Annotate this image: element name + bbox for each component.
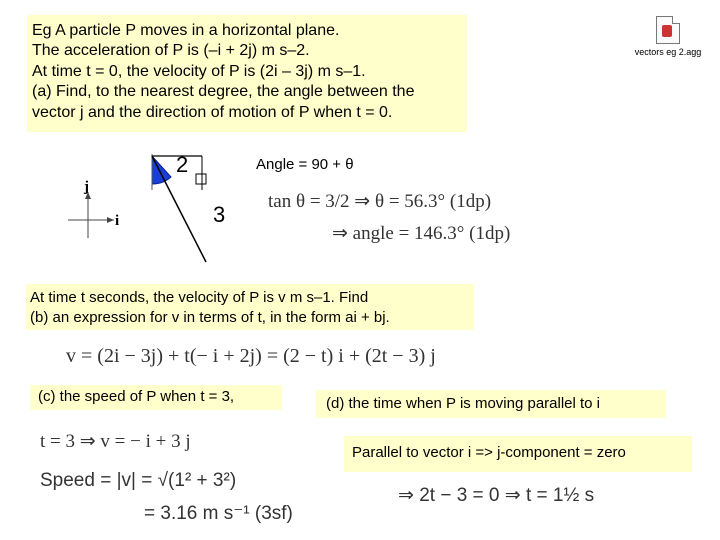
question-line-3: At time t = 0, the velocity of P is (2i – 3j) m s–1. [32,62,366,80]
part-b-line-1: At time t seconds, the velocity of P is v m s–1. Find [30,289,369,306]
part-b-box [26,284,474,330]
speed-working-3: = 3.16 m s⁻¹ (3sf) [144,503,293,524]
part-d-text: (d) the time when P is moving parallel to i [326,395,601,412]
question-line-2: The acceleration of P is (–i + 2j) m s–2. [32,42,310,60]
angle-working: ⇒ angle = 146.3° (1dp) [332,223,511,244]
part-d-box [316,390,666,418]
time-working: ⇒ 2t − 3 = 0 ⇒ t = 1½ s [398,485,595,506]
speed-working-1: t = 3 ⇒ v = − i + 3 j [40,431,191,452]
axis-i-label: i [115,213,120,229]
question-line-4: (a) Find, to the nearest degree, the angle between the [32,83,415,101]
part-c-text: (c) the speed of P when t = 3, [38,388,235,405]
velocity-diagram [60,150,260,266]
right-angle-marker [196,174,206,184]
question-line-1: Eg A particle P moves in a horizontal plane. [32,22,340,39]
question-line-5: vector j and the direction of motion of P when t = 0. [32,103,393,121]
speed-working-2: Speed = |v| = √(1² + 3²) [40,470,237,491]
axis-j-label: j [84,179,89,195]
v-expression: v = (2i − 3j) + t(− i + 2j) = (2 − t) i + (2t − 3) j [66,345,436,367]
file-caption: vectors eg 2.agg [634,47,702,57]
part-b-line-2: (b) an expression for v in terms of t, in the form ai + bj. [30,309,390,326]
parallel-note-box [344,436,692,472]
label-3: 3 [213,202,226,227]
parallel-note-text: Parallel to vector i => j-component = zero [352,444,626,461]
part-c-box [30,385,282,410]
file-icon [656,16,680,44]
angle-label: Angle = 90 + θ [256,156,354,173]
label-2: 2 [176,152,189,177]
embedded-file[interactable] [618,16,718,66]
tan-working: tan θ = 3/2 ⇒ θ = 56.3° (1dp) [268,191,492,212]
question-box [27,15,467,132]
i-arrow [107,217,114,223]
